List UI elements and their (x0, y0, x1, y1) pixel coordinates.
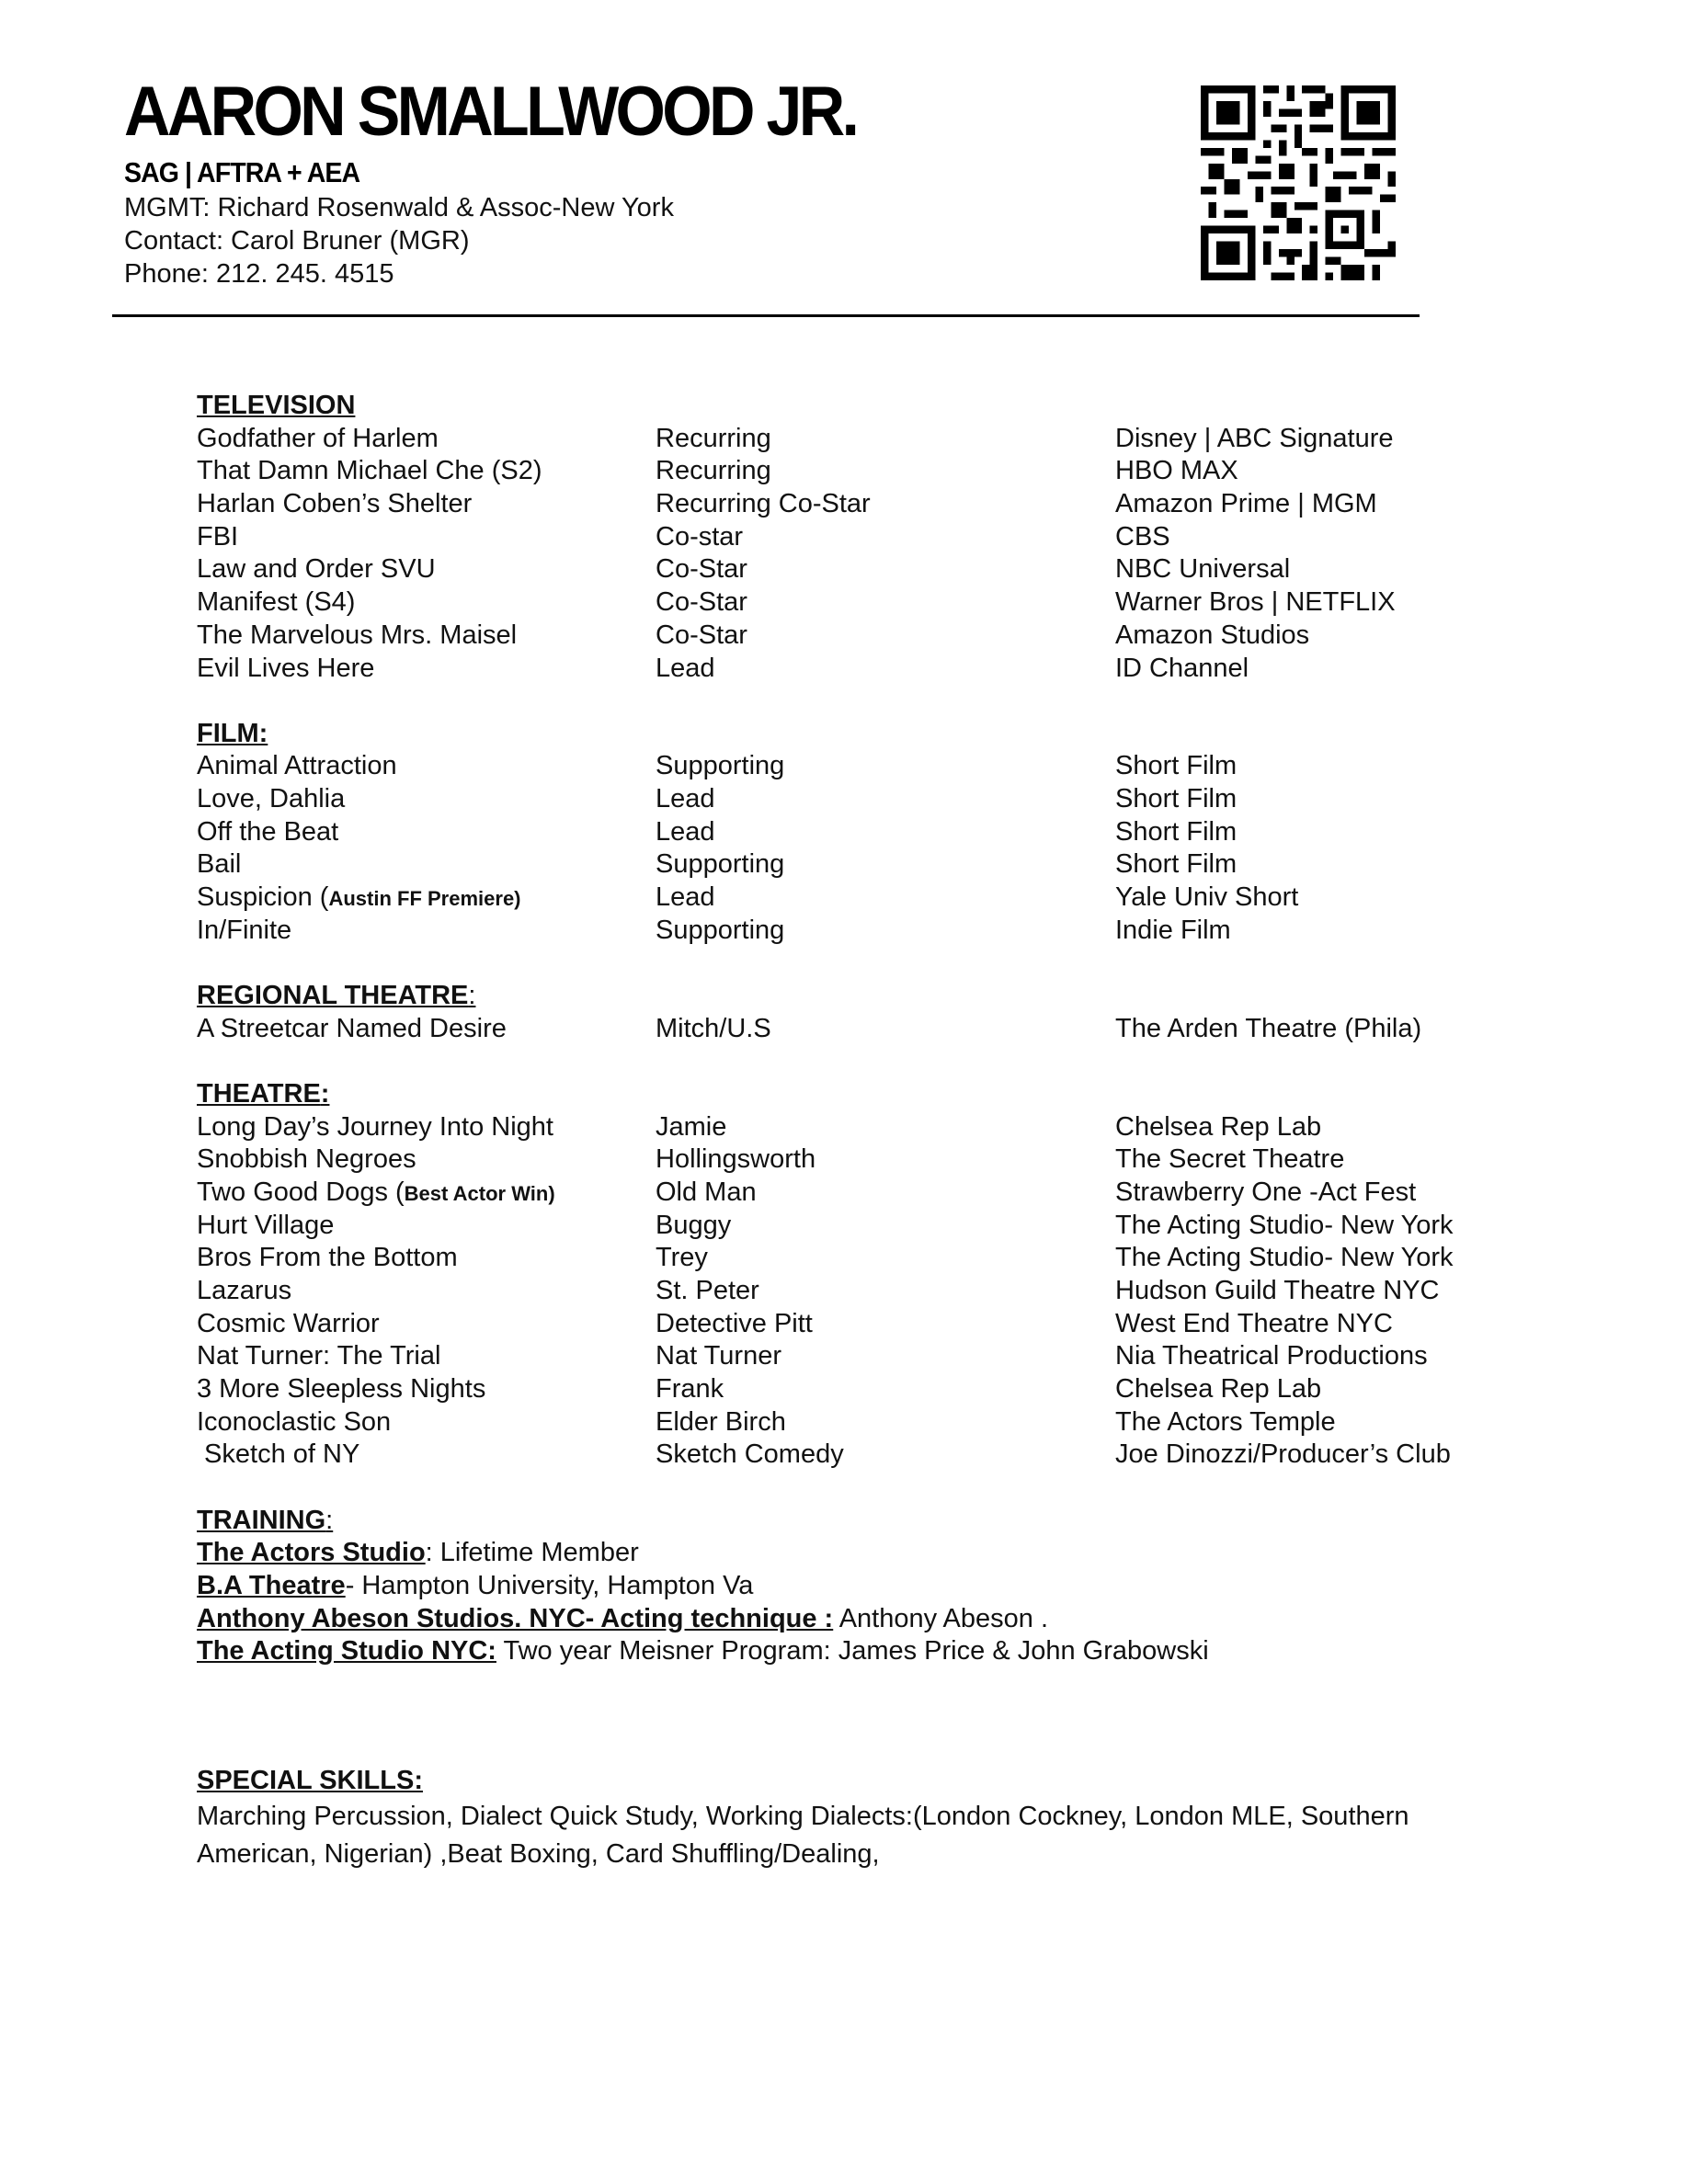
credit-role: Supporting (656, 915, 785, 945)
theatre-heading-wrap (197, 1078, 1539, 1111)
credit-company: The Secret Theatre (1115, 1144, 1345, 1175)
credit-role: Recurring Co-Star (656, 489, 871, 519)
management-line: MGMT: Richard Rosenwald & Assoc-New York (124, 193, 674, 222)
heading-colon: : (325, 1505, 334, 1535)
training-section (197, 1505, 1539, 1668)
credit-role: Frank (656, 1374, 724, 1405)
credit-title: FBI (197, 521, 239, 552)
credit-row (197, 1143, 1539, 1177)
credit-row (197, 653, 1539, 686)
special-skills-heading: SPECIAL SKILLS: (197, 1766, 423, 1795)
credit-role: Recurring (656, 423, 771, 453)
credit-company: Warner Bros | NETFLIX (1115, 587, 1396, 618)
credit-role: Detective Pitt (656, 1308, 813, 1338)
training-line (197, 1570, 1539, 1603)
training-label: The Acting Studio NYC: (197, 1636, 496, 1666)
credit-company: The Acting Studio- New York (1115, 1243, 1454, 1273)
training-detail: : Lifetime Member (425, 1538, 639, 1568)
credit-role: Jamie (656, 1111, 727, 1142)
special-skills-text: Marching Percussion, Dialect Quick Study, Working Dialects:(London Cockney, London MLE, Southern American, Nigerian) ,Beat Boxing, Card Shuffling/Dealing, (197, 1801, 1409, 1869)
credit-title: Iconoclastic Son (197, 1406, 392, 1437)
credit-company: CBS (1115, 521, 1170, 552)
credit-row (197, 553, 1539, 586)
credit-title-with-note (197, 1177, 555, 1211)
credit-role: Co-Star (656, 620, 747, 650)
credit-row (197, 423, 1539, 456)
credit-role: Co-Star (656, 587, 747, 618)
credit-company: NBC Universal (1115, 554, 1291, 585)
credit-role: Sketch Comedy (656, 1439, 844, 1470)
film-heading: FILM: (197, 718, 268, 748)
credit-title: Two Good Dogs ( (197, 1177, 405, 1207)
credit-row (197, 1275, 1539, 1308)
credit-row (197, 1177, 1539, 1210)
credit-role: Nat Turner (656, 1341, 781, 1371)
credit-company: Short Film (1115, 784, 1237, 814)
credit-row (197, 1210, 1539, 1243)
credit-company: Hudson Guild Theatre NYC (1115, 1276, 1440, 1305)
credit-role: Buggy (656, 1210, 732, 1240)
credit-role: Supporting (656, 751, 785, 781)
credit-company: Nia Theatrical Productions (1115, 1341, 1428, 1371)
qr-code-icon (1201, 85, 1396, 280)
credit-title: In/Finite (197, 915, 292, 945)
credit-title: Cosmic Warrior (197, 1308, 380, 1338)
credit-role: St. Peter (656, 1276, 759, 1305)
credit-role: Hollingsworth (656, 1144, 816, 1175)
credit-role: Co-Star (656, 554, 747, 585)
training-line (197, 1603, 1539, 1636)
credit-row (197, 848, 1539, 882)
training-detail: Two year Meisner Program: James Price & John Grabowski (496, 1636, 1209, 1666)
award-note: Best Actor Win) (404, 1181, 555, 1205)
credit-company: Amazon Prime | MGM (1115, 489, 1377, 519)
credit-title: Off the Beat (197, 816, 339, 847)
credit-row (197, 750, 1539, 783)
credit-company: Short Film (1115, 816, 1237, 847)
credit-role: Lead (656, 882, 715, 913)
credit-row (197, 1373, 1539, 1406)
training-line (197, 1537, 1539, 1570)
credit-title: Manifest (S4) (197, 587, 356, 618)
special-skills-section (197, 1765, 1466, 1873)
training-label: Anthony Abeson Studios. NYC- Acting technique : (197, 1603, 834, 1633)
training-line (197, 1635, 1539, 1668)
contact-line: Contact: Carol Bruner (MGR) (124, 226, 470, 256)
credit-row (197, 620, 1539, 653)
credit-row (197, 783, 1539, 816)
credit-title: 3 More Sleepless Nights (197, 1374, 486, 1405)
credit-company: The Arden Theatre (Phila) (1115, 1013, 1422, 1043)
credit-company: The Acting Studio- New York (1115, 1210, 1454, 1240)
credit-row (197, 1013, 1539, 1046)
credit-row (197, 1242, 1539, 1275)
header-divider (112, 314, 1420, 317)
credit-company: Disney | ABC Signature (1115, 423, 1394, 453)
heading-colon: : (320, 1078, 330, 1109)
credit-title: Bail (197, 849, 242, 880)
training-heading: TRAINING (197, 1505, 326, 1535)
regional-theatre-heading-wrap (197, 980, 1539, 1013)
credit-title: Bros From the Bottom (197, 1243, 458, 1273)
credit-company: ID Channel (1115, 653, 1249, 683)
credit-company: Short Film (1115, 849, 1237, 880)
credit-title: Animal Attraction (197, 751, 397, 781)
actor-name: AARON SMALLWOOD JR. (124, 73, 857, 151)
credit-company: HBO MAX (1115, 456, 1238, 486)
regional-theatre-section (197, 980, 1539, 1045)
credit-title: The Marvelous Mrs. Maisel (197, 620, 518, 650)
film-section (197, 718, 1539, 948)
credit-row (197, 1308, 1539, 1341)
credit-row (197, 521, 1539, 554)
credit-row (197, 1111, 1539, 1144)
credit-title: Lazarus (197, 1276, 292, 1305)
credit-role: Co-star (656, 521, 744, 552)
credit-role: Mitch/U.S (656, 1013, 771, 1043)
credit-company: Strawberry One -Act Fest (1115, 1177, 1417, 1207)
training-label: The Actors Studio (197, 1538, 426, 1568)
credit-row (197, 488, 1539, 521)
credit-title: A Streetcar Named Desire (197, 1013, 507, 1043)
credit-row (197, 1439, 1539, 1472)
credit-role: Trey (656, 1243, 708, 1273)
resume-body (197, 390, 1539, 1668)
television-heading: TELEVISION (197, 391, 356, 420)
credit-title-with-note (197, 882, 521, 916)
regional-theatre-heading: REGIONAL THEATRE (197, 981, 469, 1010)
credit-title: Law and Order SVU (197, 554, 436, 585)
credit-title: Sketch of NY (197, 1439, 360, 1470)
credit-company: Amazon Studios (1115, 620, 1310, 650)
credit-row (197, 455, 1539, 488)
credit-company: Joe Dinozzi/Producer’s Club (1115, 1439, 1451, 1470)
credit-row (197, 1340, 1539, 1373)
credit-row (197, 586, 1539, 620)
credit-row (197, 1406, 1539, 1439)
credit-role: Old Man (656, 1177, 757, 1207)
union-affiliations: SAG | AFTRA + AEA (124, 156, 360, 188)
credit-row (197, 882, 1539, 915)
credit-role: Lead (656, 816, 715, 847)
credit-role: Supporting (656, 849, 785, 880)
theatre-heading: THEATRE (197, 1078, 321, 1109)
credit-title: Harlan Coben’s Shelter (197, 489, 473, 519)
credit-title: Love, Dahlia (197, 784, 346, 814)
credit-role: Lead (656, 653, 715, 683)
training-label: B.A Theatre (197, 1571, 346, 1600)
training-detail: Anthony Abeson . (833, 1603, 1049, 1633)
theatre-section (197, 1078, 1539, 1472)
credit-company: Indie Film (1115, 915, 1231, 945)
credit-company: West End Theatre NYC (1115, 1308, 1393, 1338)
credit-title: Long Day’s Journey Into Night (197, 1111, 553, 1142)
credit-company: Chelsea Rep Lab (1115, 1374, 1322, 1405)
credit-company: Chelsea Rep Lab (1115, 1111, 1322, 1142)
phone-line: Phone: 212. 245. 4515 (124, 259, 394, 289)
credit-title: Hurt Village (197, 1210, 335, 1240)
credit-row (197, 816, 1539, 849)
credit-company: Short Film (1115, 751, 1237, 781)
credit-role: Recurring (656, 456, 771, 486)
credit-company: Yale Univ Short (1115, 882, 1299, 913)
credit-title: Evil Lives Here (197, 653, 375, 683)
credit-title: Suspicion ( (197, 882, 329, 913)
television-section (197, 390, 1539, 685)
training-detail: - Hampton University, Hampton Va (345, 1571, 754, 1600)
heading-colon: : (468, 981, 476, 1010)
credit-title: Godfather of Harlem (197, 423, 439, 453)
premiere-note: Austin FF Premiere) (328, 887, 521, 911)
credit-company: The Actors Temple (1115, 1406, 1336, 1437)
credit-role: Elder Birch (656, 1406, 786, 1437)
credit-title: That Damn Michael Che (S2) (197, 456, 542, 486)
training-heading-wrap (197, 1505, 1539, 1538)
credit-role: Lead (656, 784, 715, 814)
credit-title: Snobbish Negroes (197, 1144, 416, 1175)
credit-title: Nat Turner: The Trial (197, 1341, 441, 1371)
credit-row (197, 915, 1539, 948)
